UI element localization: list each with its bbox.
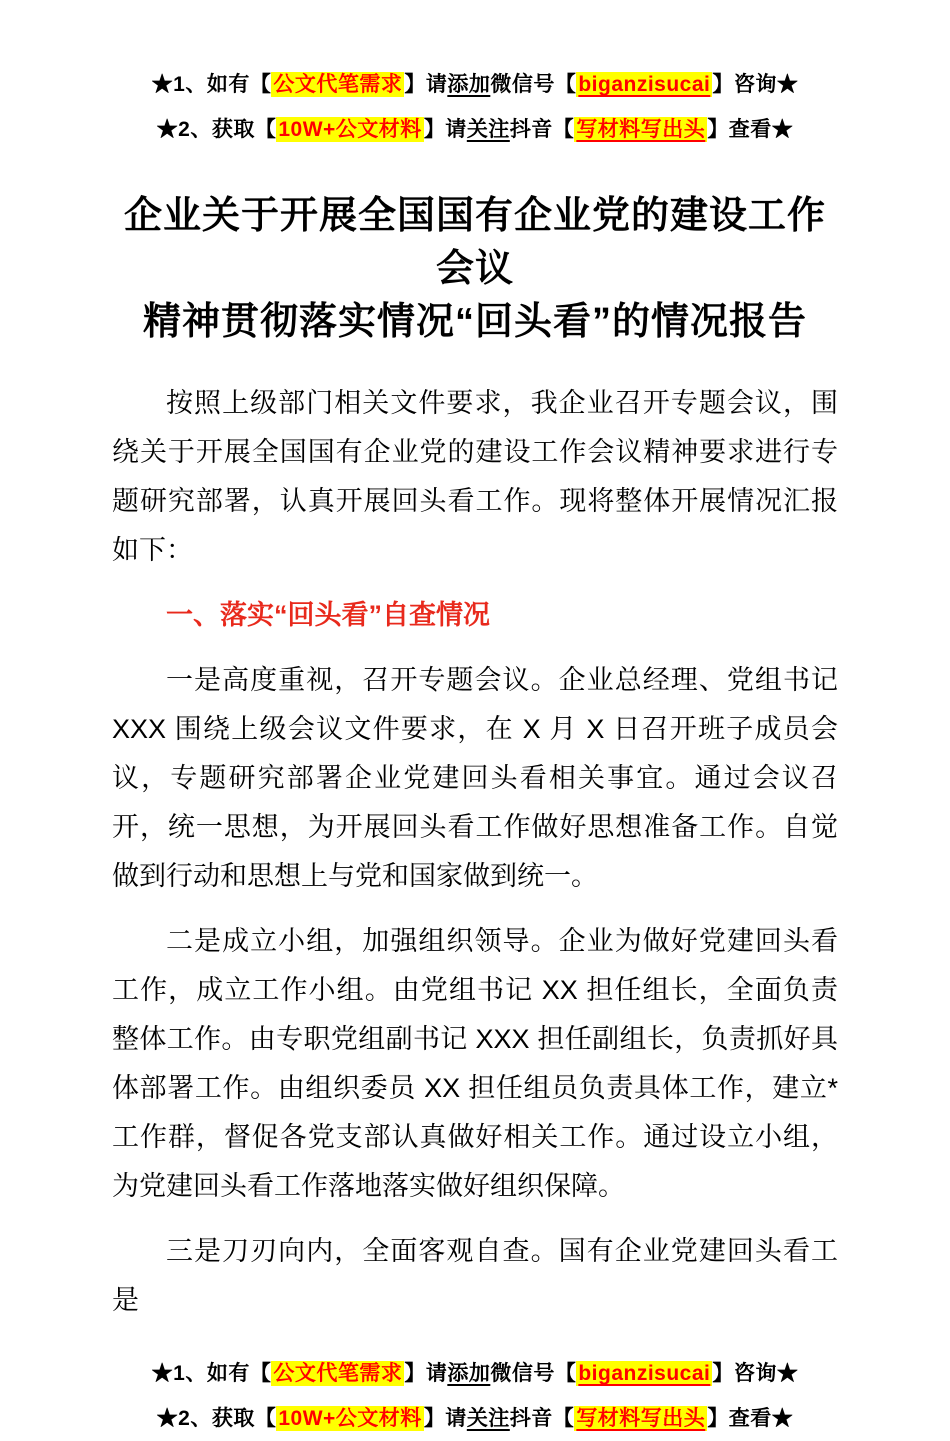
promo-text: ★2、获取【 (156, 1407, 277, 1430)
promo-text: 】咨询★ (712, 1362, 799, 1385)
promo-douyin-name: 写材料写出头 (576, 118, 706, 141)
promo-wechat-id: biganzisucai (578, 1362, 711, 1385)
document-body (112, 379, 838, 1325)
promo-text: 微信号【 (490, 73, 577, 96)
promo-footer-line-1 (0, 1351, 950, 1396)
paragraph-point-3: 三是刀刃向内，全面客观自查。国有企业党建回头看工是 (112, 1236, 838, 1315)
promo-highlight-service: 公文代笔需求 (273, 1362, 403, 1385)
paragraph-intro: 按照上级部门相关文件要求，我企业召开专题会议，围绕关于开展全国国有企业党的建设工作会议精神要求进行专题研究部署，认真开展回头看工作。现将整体开展情况汇报如下： (112, 388, 838, 565)
promo-underline-add: 添加 (447, 1362, 491, 1385)
promo-text: ★1、如有【 (151, 1362, 272, 1385)
promo-highlight-materials: 10W+公文材料 (278, 1407, 422, 1430)
promo-footer (0, 1351, 950, 1441)
promo-text: ★2、获取【 (156, 118, 277, 141)
document-title (112, 190, 838, 349)
promo-wechat-id: biganzisucai (578, 73, 711, 96)
promo-text: 】查看★ (707, 1407, 794, 1430)
promo-text: 】咨询★ (712, 73, 799, 96)
promo-text: 微信号【 (490, 1362, 577, 1385)
paragraph-point-1: 一是高度重视，召开专题会议。企业总经理、党组书记 XXX 围绕上级会议文件要求，在 X 月 X 日召开班子成员会议，专题研究部署企业党建回头看相关事宜。通过会议召开，统一思想，为开展回头看工作做好思想准备工作。自觉做到行动和思想上与党和国家做到统一。 (112, 665, 838, 891)
promo-text: 】请 (423, 1407, 467, 1430)
promo-footer-line-2 (0, 1396, 950, 1441)
promo-text: 】请 (423, 118, 467, 141)
promo-text: 】查看★ (707, 118, 794, 141)
promo-underline-follow: 关注 (466, 118, 510, 141)
promo-text: ★1、如有【 (151, 73, 272, 96)
promo-underline-follow: 关注 (466, 1407, 510, 1430)
document-title-line-1: 企业关于开展全国国有企业党的建设工作会议 (123, 195, 826, 290)
promo-text: 抖音【 (509, 1407, 575, 1430)
document-title-line-2: 精神贯彻落实情况“回头看”的情况报告 (142, 301, 807, 343)
promo-douyin-name: 写材料写出头 (576, 1407, 706, 1430)
promo-text: 抖音【 (509, 118, 575, 141)
promo-text: 】请 (404, 73, 448, 96)
promo-highlight-materials: 10W+公文材料 (278, 118, 422, 141)
promo-header-line-1 (0, 62, 950, 107)
promo-text: 】请 (404, 1362, 448, 1385)
promo-header-line-2 (0, 107, 950, 152)
paragraph-point-2: 二是成立小组，加强组织领导。企业为做好党建回头看工作，成立工作小组。由党组书记 XX 担任组长，全面负责整体工作。由专职党组副书记 XXX 担任副组长，负责抓好具体部署工作。由组织委员 XX 担任组员负责具体工作，建立*工作群，督促各党支部认真做好相关工作。通过设立小组，为党建回头看工作落地落实做好组织保障。 (112, 926, 838, 1201)
section-heading-1: 一、落实“回头看”自查情况 (166, 600, 490, 630)
promo-header (0, 0, 950, 152)
promo-highlight-service: 公文代笔需求 (273, 73, 403, 96)
promo-underline-add: 添加 (447, 73, 491, 96)
